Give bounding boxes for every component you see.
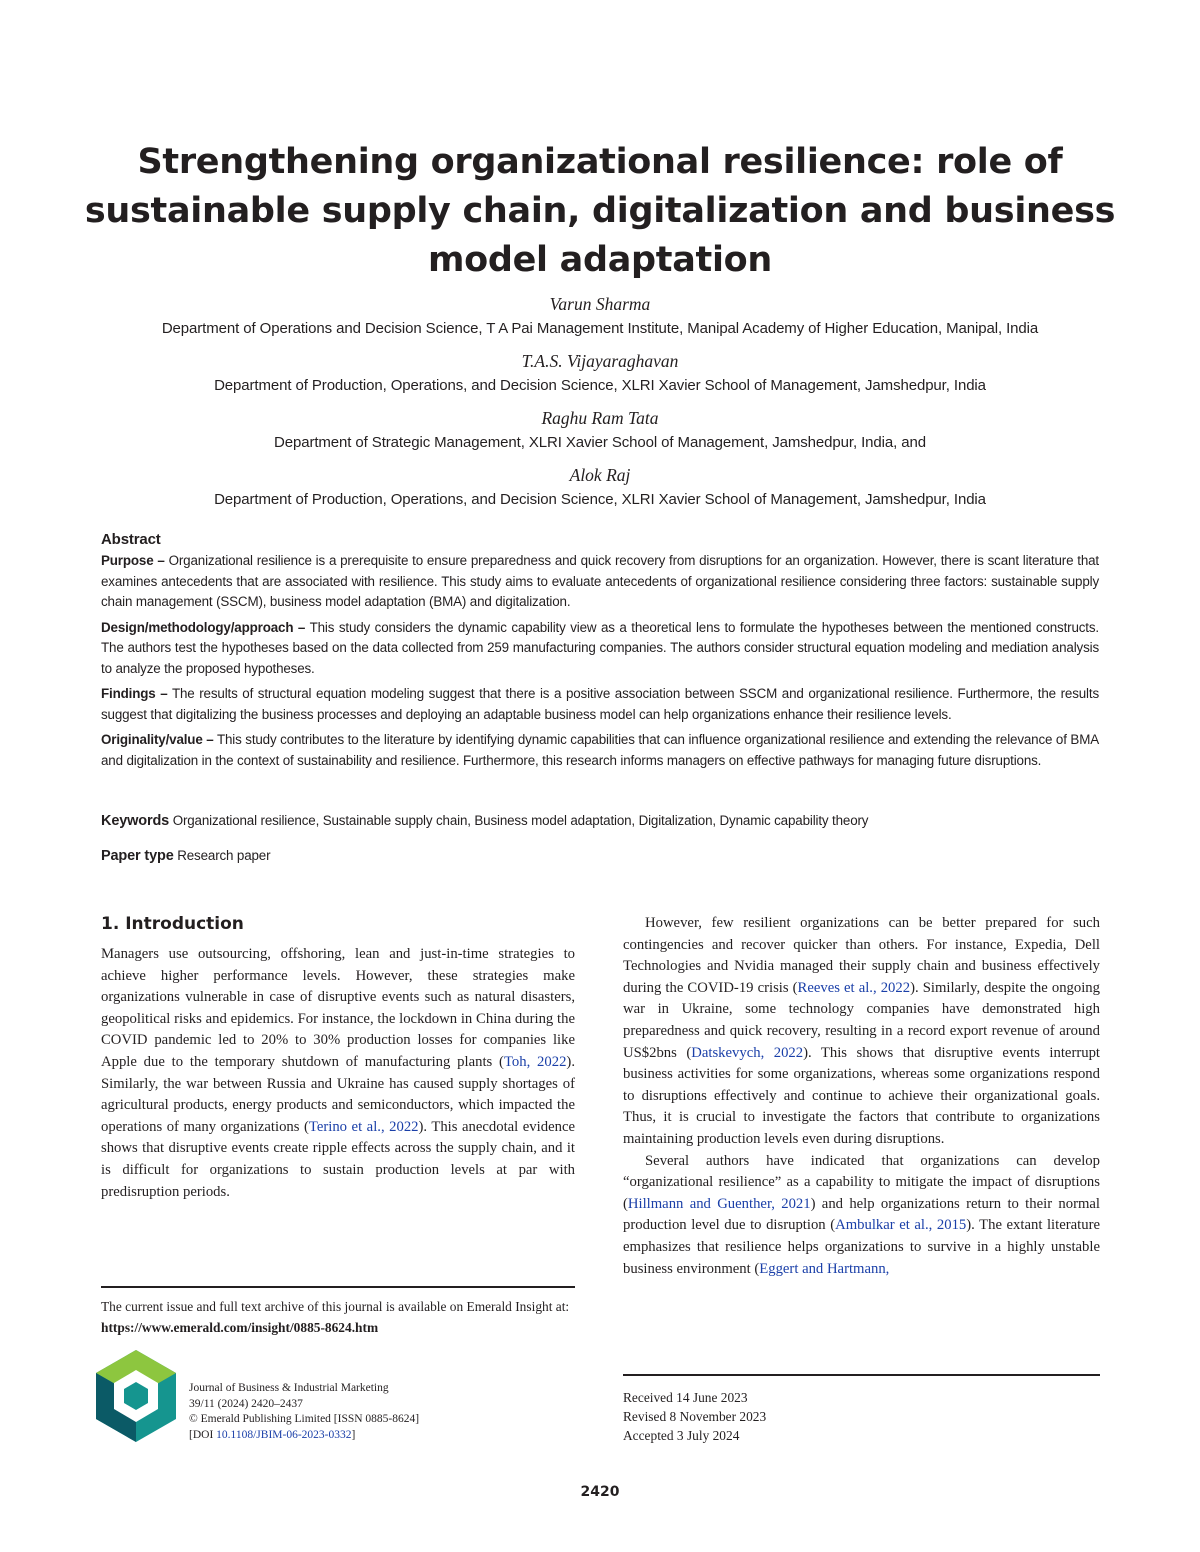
paper-type-line xyxy=(101,846,270,866)
intro-text: ). Similarly, despite the ongoing war in Ukraine, some technology companies have demonstrated high preparedness and quick recovery, resulting in a record export revenue of around US$2bns ( xyxy=(623,979,1100,1061)
received-date: Received 14 June 2023 xyxy=(623,1390,748,1405)
abstract-design xyxy=(101,618,1099,680)
footer-divider-left xyxy=(101,1286,575,1288)
intro-text: ). This anecdotal evidence shows that disruptive events create ripple effects across the supply chain, and it is difficult for organizations to sustain production levels at par with predisruption periods. xyxy=(101,1118,575,1200)
journal-copyright: © Emerald Publishing Limited [ISSN 0885-8624] xyxy=(189,1413,420,1425)
findings-text: The results of structural equation modeling suggest that there is a positive association between SSCM and organizational resilience. Furthermore, the results suggest that digitalizing the business processes and deploying an adaptable business model can help organizations enhance their resilience levels. xyxy=(101,686,1099,722)
intro-text: Several authors have indicated that organizations can develop “organizational resilience” as a capability to mitigate the impact of disruptions ( xyxy=(623,1152,1100,1212)
abstract-originality xyxy=(101,730,1099,771)
article-title: Strengthening organizational resilience: role of sustainable supply chain, digitalization and business model adaptation xyxy=(84,142,1116,280)
citation-link[interactable]: Datskevych, 2022 xyxy=(691,1044,804,1061)
purpose-text: Organizational resilience is a prerequisite to ensure preparedness and quick recovery from disruptions for an organization. However, there is scant literature that examines antecedents that are associated with resilience. This study aims to evaluate antecedents of organizational resilience considering three factors: sustainable supply chain management (SSCM), business model adaptation (BMA) and digitalization. xyxy=(101,553,1099,609)
citation-link[interactable]: Terino et al., 2022 xyxy=(308,1118,419,1135)
paper-type-label: Paper type xyxy=(101,848,174,864)
author-name: Varun Sharma xyxy=(549,294,651,314)
doi-prefix: [DOI xyxy=(189,1428,214,1441)
author-name: Raghu Ram Tata xyxy=(541,408,659,428)
design-text: This study considers the dynamic capability view as a theoretical lens to formulate the hypotheses between the mentioned constructs. The authors test the hypotheses based on the data collected from 259 manufacturing companies. The authors consider structural equation modeling and mediation analysis to analyze the proposed hypotheses. xyxy=(101,619,1099,676)
findings-label: Findings – xyxy=(101,686,168,701)
citation-link[interactable]: Reeves et al., 2022 xyxy=(797,979,911,996)
abstract-purpose xyxy=(101,551,1099,613)
emerald-publishing-logo-icon xyxy=(96,1350,176,1442)
doi-suffix: ] xyxy=(351,1428,356,1441)
intro-paragraph-1 xyxy=(101,944,575,1203)
purpose-label: Purpose – xyxy=(101,553,165,568)
archive-notice xyxy=(101,1296,575,1338)
footer-divider-right xyxy=(623,1374,1100,1376)
doi-link[interactable]: 10.1108/JBIM-06-2023-0332 xyxy=(216,1428,352,1441)
journal-doi-line xyxy=(189,1428,489,1444)
right-column xyxy=(623,913,1100,1280)
intro-text: ) and help organizations return to their normal production level due to disruption ( xyxy=(623,1195,1100,1234)
originality-text: This study contributes to the literature by identifying dynamic capabilities that can influence organizational resilience and extending the relevance of BMA and digitalization in the context of sustainability and resilience. Furthermore, this research informs managers on effective pathways for managing future disruptions. xyxy=(101,732,1099,768)
accepted-date: Accepted 3 July 2024 xyxy=(623,1428,740,1443)
archive-url-link[interactable]: https://www.emerald.com/insight/0885-8624.htm xyxy=(101,1320,379,1335)
author-affiliation: Department of Production, Operations, and Decision Science, XLRI Xavier School of Management, Jamshedpur, India xyxy=(214,491,986,508)
section-heading-introduction: 1. Introduction xyxy=(101,914,244,934)
originality-label: Originality/value – xyxy=(101,732,214,747)
journal-volume: 39/11 (2024) 2420–2437 xyxy=(189,1397,303,1410)
keywords-label: Keywords xyxy=(101,813,170,829)
author-block xyxy=(60,292,1140,520)
keywords-line xyxy=(101,811,868,831)
intro-text: ). The extant literature emphasizes that resilience helps organizations to survive in a highly unstable business environment ( xyxy=(623,1217,1100,1277)
abstract-findings xyxy=(101,684,1099,725)
journal-name: Journal of Business & Industrial Marketing xyxy=(189,1382,389,1394)
citation-link[interactable]: Ambulkar et al., 2015 xyxy=(835,1217,967,1234)
citation-link[interactable]: Hillmann and Guenther, 2021 xyxy=(627,1195,811,1212)
article-dates xyxy=(623,1388,923,1445)
archive-text: The current issue and full text archive of this journal is available on Emerald Insight at: xyxy=(101,1299,570,1314)
citation-link[interactable]: Toh, 2022 xyxy=(503,1053,567,1070)
keywords-text: Organizational resilience, Sustainable supply chain, Business model adaptation, Digitalization, Dynamic capability theory xyxy=(172,813,869,828)
page-number: 2420 xyxy=(580,1484,620,1500)
intro-text: Managers use outsourcing, offshoring, lean and just-in-time strategies to achieve higher performance levels. However, these strategies make organizations vulnerable in case of disruptive events such as natural disasters, geopolitical risks and epidemics. For instance, the lockdown in China during the COVID pandemic led to 20% to 30% production losses for companies like Apple due to the temporary shutdown of manufacturing plants ( xyxy=(101,946,575,1070)
left-column xyxy=(101,912,575,1203)
intro-paragraph-2 xyxy=(623,913,1100,1151)
paper-type-text: Research paper xyxy=(177,848,271,863)
intro-text: However, few resilient organizations can be better prepared for such contingencies and recover quicker than others. For instance, Expedia, Dell Technologies and Nvidia managed their supply chain and business effectively during the COVID-19 crisis ( xyxy=(623,915,1100,996)
revised-date: Revised 8 November 2023 xyxy=(623,1409,767,1424)
author-affiliation: Department of Operations and Decision Science, T A Pai Management Institute, Manipal Academy of Higher Education, Manipal, India xyxy=(161,320,1039,337)
abstract-heading: Abstract xyxy=(101,531,161,548)
intro-paragraph-3 xyxy=(623,1151,1100,1281)
intro-text: ). This shows that disruptive events interrupt business activities for some organizations, whereas some organizations respond to disruptions effectively and continue to achieve their organizational goals. Thus, it is crucial to investigate the factors that contribute to organizations maintaining production levels even during disruptions. xyxy=(623,1044,1101,1147)
journal-info xyxy=(189,1381,489,1443)
author-affiliation: Department of Strategic Management, XLRI Xavier School of Management, Jamshedpur, India, and xyxy=(273,434,926,451)
design-label: Design/methodology/approach – xyxy=(101,619,306,635)
abstract-section xyxy=(101,530,1099,776)
citation-link[interactable]: Eggert and Hartmann, xyxy=(759,1260,890,1277)
intro-text: ). Similarly, the war between Russia and Ukraine has caused supply shortages of agricultural products, energy products and semiconductors, which impacted the operations of many organizations ( xyxy=(101,1053,575,1135)
author-name: T.A.S. Vijayaraghavan xyxy=(521,351,679,371)
author-affiliation: Department of Production, Operations, and Decision Science, XLRI Xavier School of Management, Jamshedpur, India xyxy=(214,377,986,394)
author-name: Alok Raj xyxy=(569,465,631,485)
